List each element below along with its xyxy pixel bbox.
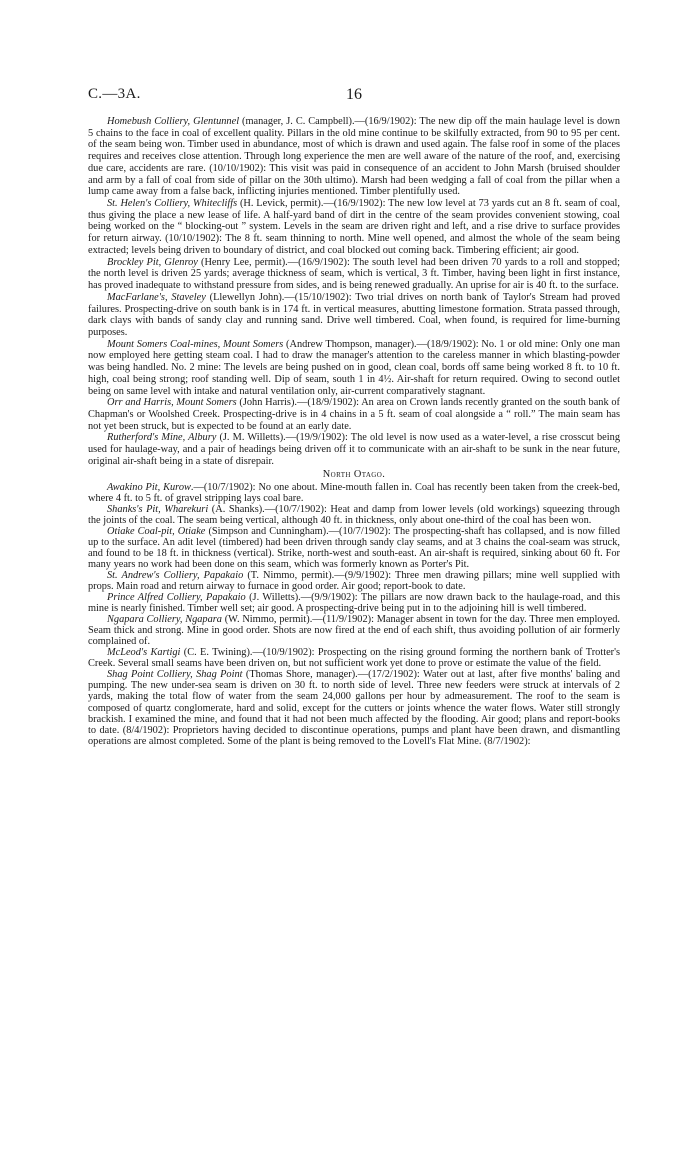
entry-title: McLeod's Kartigi (107, 647, 181, 659)
report-body (88, 116, 620, 747)
entry-rutherfords (88, 432, 620, 467)
entry-title: Brockley Pit, Glenroy (107, 256, 198, 268)
entry-text: .—(10/7/1902): No one about. Mine-mouth fallen in. Coal has recently been taken from the creek-bed, where 4 ft. to 5 ft. of gravel stripping lays coal bare. (88, 481, 620, 504)
entry-title: Rutherford's Mine, Albury (107, 432, 217, 444)
entry-title: Otiake Coal-pit, Otiake (107, 525, 206, 537)
entry-text: (C. E. Twining).—(10/9/1902): Prospecting on the rising ground forming the northern bank of Trotter's Creek. Several small seams have been driven on, but not sufficient work yet done to prove or estimate the value of the field. (88, 647, 620, 670)
entry-mcleods (88, 647, 620, 669)
entry-prince-alfred (88, 592, 620, 614)
section-heading: North Otago. (322, 468, 386, 480)
entry-title: Orr and Harris, Mount Somers (107, 397, 237, 409)
entry-ngapara (88, 614, 620, 647)
entry-title: St. Helen's Colliery, Whitecliffs (107, 198, 238, 210)
entry-text: (Andrew Thompson, manager).—(18/9/1902): No. 1 or old mine: Only one man now employed here getting steam coal. I had to draw the manager's attention to the careless manner in which blasting-powder was being handled. No. 2 mine: The levels are being pushed on in good, clean coal, bords off same being worked 8 ft. to 10 ft. high, coal being strong; roof standing well. Dip of seam, south 1 in 4½. Air-shaft for return required. Owing to second outlet being on same level with intake and natural ventilation only, air-current comparatively stagnant. (88, 338, 620, 397)
entry-homebush (88, 116, 620, 198)
entry-title: Awakino Pit, Kurow (107, 481, 191, 493)
entry-st-andrews (88, 570, 620, 592)
entry-macfarlanes (88, 292, 620, 339)
document-reference: C.—3A. (88, 86, 141, 102)
entry-text: (H. Levick, permit).—(16/9/1902): The new low level at 73 yards cut an 8 ft. seam of coal, thus giving the place a new lease of life. A half-yard band of dirt in the centre of the seam provides convenient stowing, coal being worked on the “ blocking-out ” system. Levels in the seam are driven right and left, and a rise drive to surface provides for return airway. (10/10/1902): The 8 ft. seam thinning to north. Mine well opened, and almost the whole of the seam being extracted; levels being driven to boundary of district, and coal blocked out coming back. Timbering efficient; air good. (88, 198, 620, 256)
page-number: 16 (346, 86, 362, 103)
entry-text: (T. Nimmo, permit).—(9/9/1902): Three men drawing pillars; mine well supplied with props. Main road and return airway to furnace in good order. Air good; report-book to date. (88, 569, 620, 592)
entry-orr-harris (88, 397, 620, 432)
entry-st-helens (88, 198, 620, 257)
entry-text: (J. Willetts).—(9/9/1902): The pillars are now drawn back to the haulage-road, and this mine is nearly finished. Timber well set; air good. A prospecting-drive being put in to the adjoining hill is well timbered. (88, 592, 621, 615)
entry-title: Ngapara Colliery, Ngapara (107, 614, 222, 626)
entry-title: Homebush Colliery, Glentunnel (107, 116, 240, 127)
entry-title: Mount Somers Coal-mines, Mount Somers (107, 338, 284, 350)
entry-text: (Llewellyn John).—(15/10/1902): Two trial drives on north bank of Taylor's Stream had proved failures. Prospecting-drive on south bank is in 174 ft. in vertical measures, abutting limestone formation. Strata passed through, dark clays with bands of sandy clay and running sand. Drive well timbered. Coal, when found, is required for lime-burning purposes. (88, 291, 620, 338)
entry-title: Shanks's Pit, Wharekuri (107, 503, 209, 515)
entry-title: Prince Alfred Colliery, Papakaio (107, 592, 246, 604)
entry-text: (manager, J. C. Campbell).—(16/9/1902): The new dip off the main haulage level is down 5 chains to the face in coal of excellent quality. Pillars in the old mine continue to be skilfully extracted, from 90 to 95 per cent. of the seam being won. Timber used in abundance, most of which is drawn and used again. The false roof in some of the places requires and receives close attention. Through long experience the men are well aware of the nature of the roof, and, exercising due care, accidents are rare. (10/10/1902): This visit was paid in consequence of an accident to John Marsh (bruised shoulder and arm by a fall of coal from side of pillar on the 30th ultimo). Marsh had been wedging a fall of coal from the pillar when a lump came away from a false back, inflicting injuries mentioned. Timber plentifully used. (88, 116, 620, 198)
entry-title: Shag Point Colliery, Shag Point (107, 669, 243, 681)
entry-shag-point (88, 669, 620, 746)
entry-brockley (88, 257, 620, 292)
entry-title: MacFarlane's, Staveley (107, 291, 206, 303)
entry-text: (W. Nimmo, permit).—(11/9/1902): Manager absent in town for the day. Three men employed. Seam thick and strong. Mine in good order. Shots are now fired at the end of each shift, thus avoiding pollution of air formerly complained of. (88, 614, 621, 648)
entry-otiake (88, 526, 620, 570)
entry-text: (John Harris).—(18/9/1902): An area on Crown lands recently granted on the south bank of Chapman's or Woolshed Creek. Prospecting-drive is in 4 chains in a 5 ft. seam of coal alongside a “ roll.” The main seam has not yet been struck, but is expected to be found at an early date. (88, 397, 620, 432)
entry-text: (A. Shanks).—(10/7/1902): Heat and damp from lower levels (old workings) squeezing through the joints of the coal. The seam being vertical, although 40 ft. in thickness, only about one-third of the coal has been won. (88, 503, 620, 526)
entry-text: (Simpson and Cunningham).—(10/7/1902): The prospecting-shaft has collapsed, and is now filled up to the surface. An adit level (timbered) had been driven through sandy clay seams, and at 3 chains the coal-seam was struck, and found to be 18 ft. in thickness (vertical). Strike, north-west and south-east. An air-shaft is required, sinking about 60 ft. For many years no work had been done on this seam, which was formerly known as Porter's Pit. (88, 525, 620, 570)
entry-shanks (88, 504, 620, 526)
page-header (88, 86, 620, 106)
entry-text: (Henry Lee, permit).—(16/9/1902): The south level had been driven 70 yards to a roll and stopped; the north level is driven 25 yards; average thickness of seam, which is vertical, 3 ft. Timber, having been light in first instance, has proved inadequate to withstand pressure from sides, and is being renewed gradually. An uprise for air is 40 ft. to the surface. (88, 256, 620, 292)
entry-text: (Thomas Shore, manager).—(17/2/1902): Water out at last, after five months' baling and pumping. The new under-sea seam is driven on 30 ft. to north side of level. Three new feeders were struck at intervals of 2 yards, making the total flow of water from the seam 24,000 gallons per hour by admeasurement. The roof to the seam is composed of quartz conglomerate, hard and solid, except for the cutters or joints whence the water flows. Water still strongly brackish. I examined the mine, and found that it had not been much affected by the flooding. Air good; plans and report-books to date. (8/4/1902): Proprietors having decided to discontinue operations, pumps and plant have been drawn, and dismantling operations are almost completed. Some of the plant is being removed to the Lovell's Flat Mine. (8/7/1902): (88, 669, 620, 747)
entry-mount-somers (88, 339, 620, 398)
entry-text: (J. M. Willetts).—(19/9/1902): The old level is now used as a water-level, a rise crosscut being used for haulage-way, and a pair of headings being driven off it to communicate with an air-shaft to be sunk in the near future, original air-shaft being in a state of disrepair. (88, 432, 620, 467)
entry-title: St. Andrew's Colliery, Papakaio (107, 569, 244, 581)
entry-awakino (88, 482, 620, 504)
